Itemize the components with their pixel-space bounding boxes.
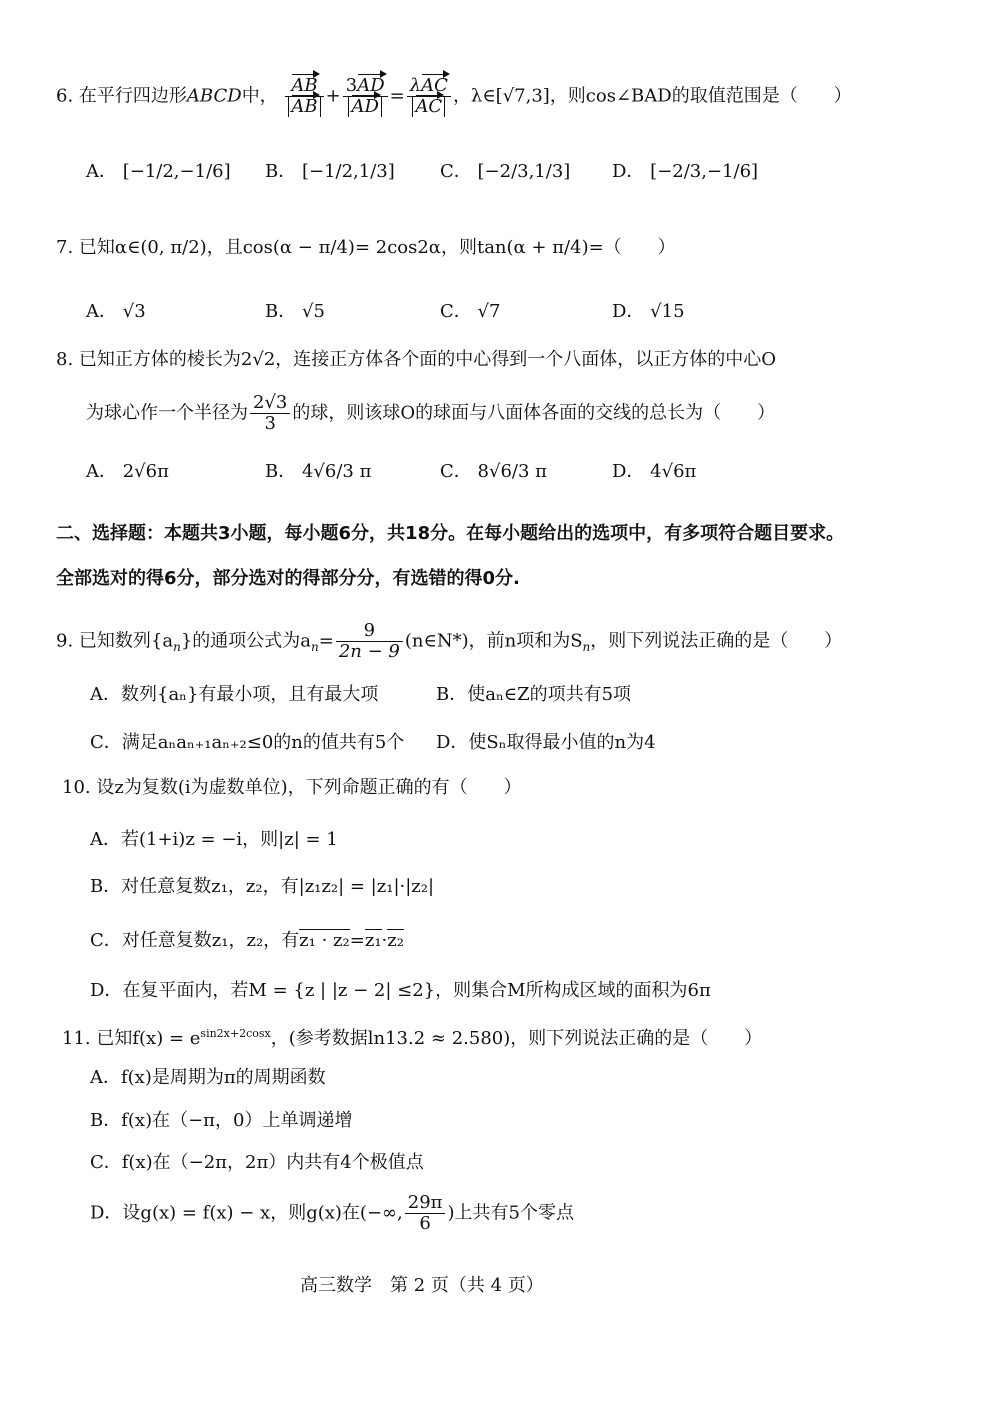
section-2-rules: 全部选对的得6分，部分选对的得部分分，有选错的得0分. (56, 568, 520, 589)
q6-fraction-2: $\frac{3AD}{AD}$ (343, 77, 388, 116)
q11-optd-fraction: $\frac{29\pi}{6}$ (405, 1194, 446, 1233)
q7-stem: 7. 已知α∈(0, π/2)，且cos(α − π/4)= 2cos2α，则tan(α + π/4)=（ ） (56, 237, 676, 258)
q9-option-c: C．满足aₙaₙ₊₁aₙ₊₂≤0的n的值共有5个 (90, 732, 405, 753)
section-2-heading: 二、选择题：本题共3小题，每小题6分，共18分。在每小题给出的选项中，有多项符合题目要求。 (56, 523, 845, 544)
q6-number: 6. (56, 85, 74, 107)
q8-radius-fraction: $\frac{2√3}{3}$ (250, 394, 290, 433)
q6-fraction-3: $\frac{\text{λAC}}{AC}$ (407, 77, 451, 116)
q9-option-b: B．使aₙ∈Z的项共有5项 (436, 684, 632, 705)
q6-text-after: ，则cos∠BAD的取值范围是（ ） (549, 85, 852, 107)
q11-exponent: sin2x+2cosx (200, 1027, 271, 1040)
q7-option-a: A． √3 (86, 301, 146, 322)
q6-option-d: D． [−2/3,−1/6] (612, 161, 759, 182)
page-footer: 高三数学 第 2 页（共 4 页） (300, 1275, 544, 1296)
q10-option-d: D．在复平面内，若M = {z | |z − 2| ≤2}，则集合M所构成区域的面积为6π (90, 980, 711, 1001)
q6-text-mid: 中， (241, 85, 278, 107)
q11-option-b: B．f(x)在（−π，0）上单调递增 (90, 1110, 353, 1131)
q7-number: 7. (56, 237, 74, 258)
q6-condition: ，λ∈[√7,3] (452, 85, 550, 107)
q7-option-c: C． √7 (440, 301, 501, 322)
q8-option-a: A． 2√6π (86, 461, 169, 482)
q9-option-a: A．数列{aₙ}有最小项，且有最大项 (90, 684, 379, 705)
q10-option-a: A．若(1+i)z = −i，则|z| = 1 (90, 829, 338, 850)
q10-stem: 10. 设z为复数(i为虚数单位)，下列命题正确的有（ ） (62, 777, 522, 798)
q8-stem-line2: 为球心作一个半径为 $\frac{2√3}{3}$ 的球，则该球O的球面与八面体各面的交线的总长为（ ） (86, 392, 776, 434)
q9-stem: 9. 已知数列$\{a_n\}$的通项公式为$a_n=$ $\frac{9}{2n - 9}$ (n∈N*)，前n项和为$S_n$，则下列说法正确的是（ ） (56, 620, 843, 662)
q11-option-d: D．设g(x) = f(x) − x，则g(x)在(−∞, $\frac{29\pi}{6}$ )上共有5个零点 (90, 1192, 574, 1234)
q7-option-d: D． √15 (612, 301, 685, 322)
q11-option-a: A．f(x)是周期为π的周期函数 (90, 1067, 326, 1088)
q6-option-a: A． [−1/2,−1/6] (86, 161, 231, 182)
q6-option-c: C． [−2/3,1/3] (440, 161, 571, 182)
q11-stem: 11. 已知$f(x) = e^{sin2x+2cosx}$，(参考数据ln13.2 ≈ 2.580)，则下列说法正确的是（ ） (62, 1027, 763, 1049)
q8-option-b: B． 4√6/3 π (265, 461, 372, 482)
q7-option-b: B． √5 (265, 301, 325, 322)
q9-option-d: D．使Sₙ取得最小值的n为4 (436, 732, 656, 753)
q8-option-c: C． 8√6/3 π (440, 461, 547, 482)
q10-option-b: B．对任意复数z₁，z₂，有|z₁z₂| = |z₁|·|z₂| (90, 876, 435, 897)
q6-option-b: B． [−1/2,1/3] (265, 161, 395, 182)
q8-number: 8. (56, 349, 74, 370)
q10-option-c: C．对任意复数z₁，z₂，有z₁ · z₂=z₁·z₂ (90, 930, 404, 951)
q11-number: 11. (62, 1028, 91, 1049)
q8-option-d: D． 4√6π (612, 461, 697, 482)
q8-stem-line1: 8. 已知正方体的棱长为2√2，连接正方体各个面的中心得到一个八面体，以正方体的中心O (56, 349, 777, 370)
q6-text-before: 在平行四边形 (78, 85, 187, 107)
q9-formula-fraction: $\frac{9}{2n - 9}$ (336, 622, 403, 661)
q6-figure: ABCD (186, 85, 242, 107)
q11-option-c: C．f(x)在（−2π，2π）内共有4个极值点 (90, 1152, 424, 1173)
q10-number: 10. (62, 777, 91, 798)
q6-stem: 6. 在平行四边形ABCD中， $\frac{AB}{AB}$ + $\frac{3AD}{AD}$ = $\frac{\text{λAC}}{AC}$ ，λ∈[√7,3]，则cos∠BAD的取值范围是（ ） (56, 75, 852, 117)
q9-number: 9. (56, 630, 74, 652)
q6-fraction-1: $\frac{AB}{AB}$ (285, 77, 323, 116)
